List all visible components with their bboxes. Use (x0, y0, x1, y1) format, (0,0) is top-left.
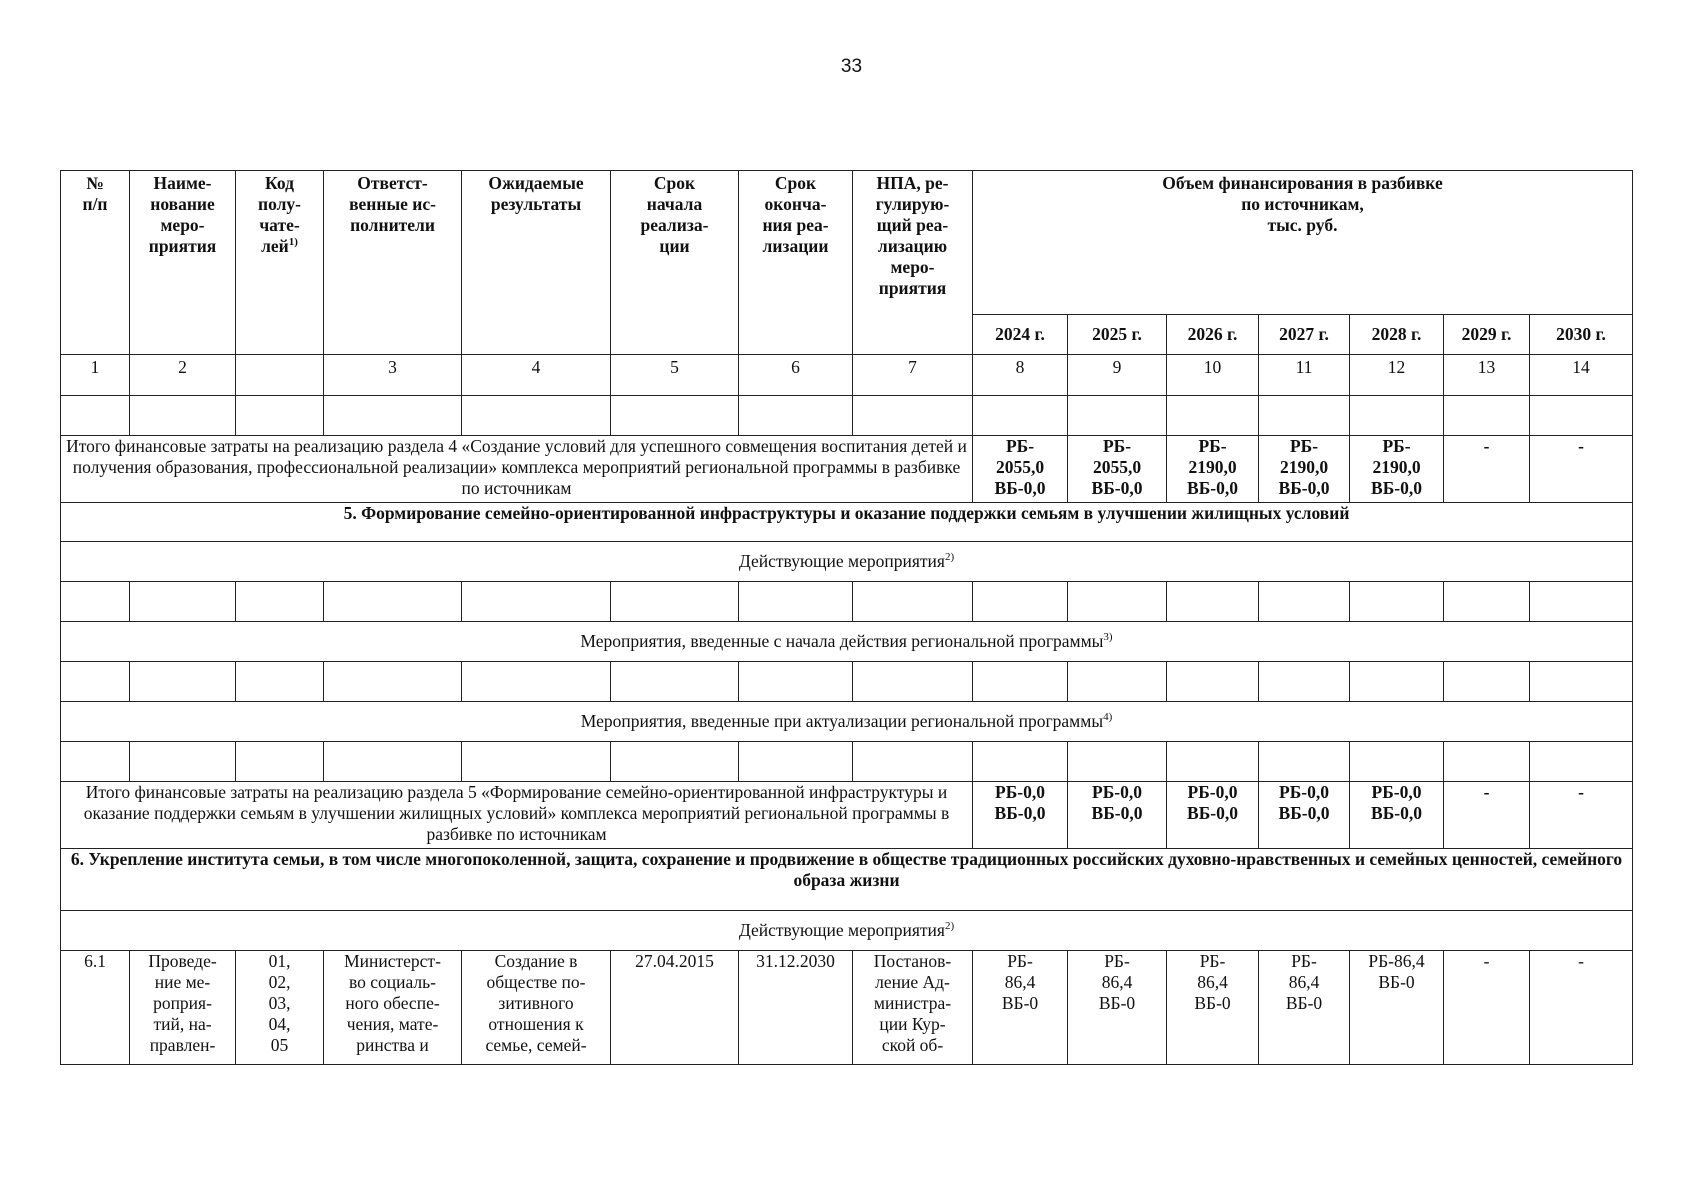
activity-funding-value: РБ-86,4 ВБ-0 (1350, 951, 1444, 1065)
column-numbers-row (61, 355, 1633, 396)
header-start: Срок начала реализа- ции (611, 171, 739, 355)
total-value: РБ- 2190,0 ВБ-0,0 (1259, 436, 1350, 503)
total-section5-label: Итого финансовые затраты на реализацию раздела 5 «Формирование семейно-ориентированной инфраструктуры и оказание поддержки семьям в улучшении жилищных условий» комплекса мероприятий региональной программы в разбивке по источникам (61, 782, 973, 849)
activity-funding-value: РБ- 86,4 ВБ-0 (1259, 951, 1350, 1065)
column-number (236, 355, 324, 396)
footnote-marker: 2) (944, 551, 955, 564)
column-number: 8 (973, 355, 1068, 396)
section5-introduced-start-text: Мероприятия, введенные с начала действия региональной программы (580, 631, 1104, 651)
column-number: 5 (611, 355, 739, 396)
header-code-text: Код полу- чате- лей (258, 173, 301, 256)
activity-funding-value: РБ- 86,4 ВБ-0 (1068, 951, 1167, 1065)
header-year: 2030 г. (1530, 315, 1633, 355)
total-value: РБ-0,0 ВБ-0,0 (1259, 782, 1350, 849)
column-number: 3 (324, 355, 462, 396)
activity-row-6-1 (61, 951, 1633, 1065)
header-executors: Ответст- венные ис- полнители (324, 171, 462, 355)
section5-introduced-start-row (61, 622, 1633, 662)
column-number: 10 (1167, 355, 1259, 396)
activity-number: 6.1 (61, 951, 130, 1065)
header-results: Ожидаемые результаты (462, 171, 611, 355)
activity-results: Создание в обществе по- зитивного отношения к семье, семей- (462, 951, 611, 1065)
header-end: Срок оконча- ния реа- лизации (739, 171, 853, 355)
empty-row (61, 742, 1633, 782)
column-number: 7 (853, 355, 973, 396)
header-year: 2026 г. (1167, 315, 1259, 355)
header-year: 2028 г. (1350, 315, 1444, 355)
section5-title: 5. Формирование семейно-ориентированной инфраструктуры и оказание поддержки семьям в улучшении жилищных условий (61, 503, 1633, 542)
total-value: РБ-0,0 ВБ-0,0 (1167, 782, 1259, 849)
total-section4-label: Итого финансовые затраты на реализацию раздела 4 «Создание условий для успешного совмещения воспитания детей и получения образования, профессиональной реализации» комплекса мероприятий региональной программы в разбивке по источникам (61, 436, 973, 503)
section6-title-row (61, 849, 1633, 911)
header-year: 2025 г. (1068, 315, 1167, 355)
section6-existing-row (61, 911, 1633, 951)
activity-executors: Министерст- во социаль- ного обеспе- чения, мате- ринства и (324, 951, 462, 1065)
total-section5-row (61, 782, 1633, 849)
total-value: РБ-0,0 ВБ-0,0 (1350, 782, 1444, 849)
empty-row (61, 396, 1633, 436)
column-number: 12 (1350, 355, 1444, 396)
column-number: 2 (130, 355, 236, 396)
section5-existing-text: Действующие мероприятия (738, 551, 945, 571)
activity-end-date: 31.12.2030 (739, 951, 853, 1065)
total-value: - (1530, 436, 1633, 503)
footnote-marker: 4) (1103, 711, 1113, 724)
header-year: 2029 г. (1444, 315, 1530, 355)
empty-row (61, 662, 1633, 702)
header-name: Наиме- нование меро- приятия (130, 171, 236, 355)
section6-existing-text: Действующие мероприятия (738, 920, 945, 940)
total-value: - (1444, 436, 1530, 503)
total-value: РБ- 2190,0 ВБ-0,0 (1350, 436, 1444, 503)
section5-introduced-start-label (61, 622, 1633, 662)
activity-funding-value: РБ- 86,4 ВБ-0 (973, 951, 1068, 1065)
activity-funding-value: - (1530, 951, 1633, 1065)
header-year: 2024 г. (973, 315, 1068, 355)
total-value: РБ- 2055,0 ВБ-0,0 (1068, 436, 1167, 503)
header-code-footnote: 1) (288, 236, 298, 249)
empty-row (61, 582, 1633, 622)
section6-title: 6. Укрепление института семьи, в том числе многопоколенной, защита, сохранение и продвижение в обществе традиционных российских духовно-нравственных и семейных ценностей, семейного образа жизни (61, 849, 1633, 911)
column-number: 1 (61, 355, 130, 396)
header-code (236, 171, 324, 355)
total-value: РБ-0,0 ВБ-0,0 (1068, 782, 1167, 849)
column-number: 14 (1530, 355, 1633, 396)
section5-introduced-update-label (61, 702, 1633, 742)
total-value: РБ- 2190,0 ВБ-0,0 (1167, 436, 1259, 503)
activity-name: Проведе- ние ме- роприя- тий, на- правлен- (130, 951, 236, 1065)
section5-existing-row (61, 542, 1633, 582)
footnote-marker: 2) (944, 920, 955, 933)
column-number: 13 (1444, 355, 1530, 396)
total-value: - (1530, 782, 1633, 849)
column-number: 4 (462, 355, 611, 396)
footnote-marker: 3) (1103, 631, 1113, 644)
section5-introduced-update-row (61, 702, 1633, 742)
section5-introduced-update-text: Мероприятия, введенные при актуализации региональной программы (580, 711, 1104, 731)
section6-existing-label (61, 911, 1633, 951)
activity-funding-value: - (1444, 951, 1530, 1065)
header-year: 2027 г. (1259, 315, 1350, 355)
section5-existing-label (61, 542, 1633, 582)
activity-start-date: 27.04.2015 (611, 951, 739, 1065)
column-number: 11 (1259, 355, 1350, 396)
page-number: 33 (840, 56, 863, 77)
column-number: 6 (739, 355, 853, 396)
header-funding: Объем финансирования в разбивке по источникам, тыс. руб. (973, 171, 1633, 315)
activity-recipient-codes: 01, 02, 03, 04, 05 (236, 951, 324, 1065)
activity-npa: Постанов- ление Ад- министра- ции Кур- ской об- (853, 951, 973, 1065)
header-npa: НПА, ре- гулирую- щий реа- лизацию меро- приятия (853, 171, 973, 355)
section5-title-row (61, 503, 1633, 542)
program-table (60, 170, 1633, 1065)
header-num: № п/п (61, 171, 130, 355)
total-value: РБ- 2055,0 ВБ-0,0 (973, 436, 1068, 503)
total-value: - (1444, 782, 1530, 849)
header-row (61, 171, 1633, 315)
activity-funding-value: РБ- 86,4 ВБ-0 (1167, 951, 1259, 1065)
total-section4-row (61, 436, 1633, 503)
column-number: 9 (1068, 355, 1167, 396)
total-value: РБ-0,0 ВБ-0,0 (973, 782, 1068, 849)
